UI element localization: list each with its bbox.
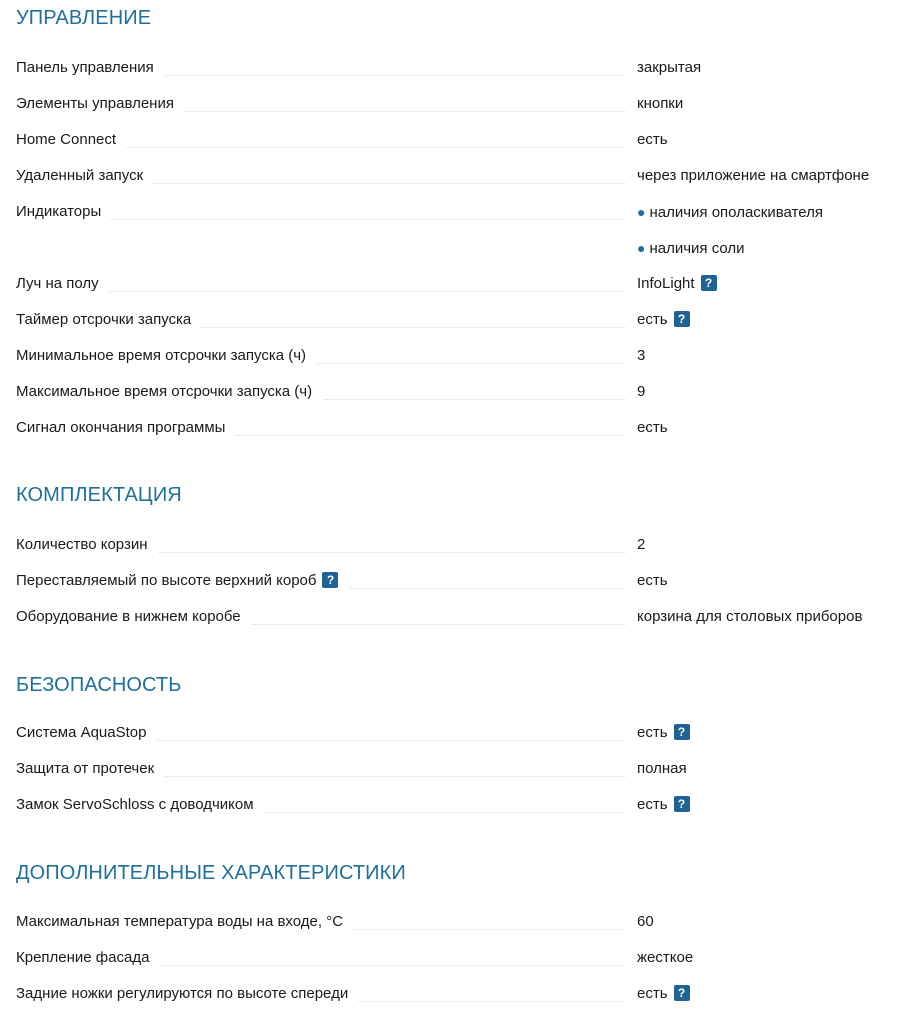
spec-value: 3 — [637, 347, 646, 364]
spec-row-max-water-temp — [16, 904, 888, 940]
spec-label: Таймер отсрочки запуска — [16, 311, 201, 329]
spec-label: Максимальное время отсрочки запуска (ч) — [16, 383, 322, 401]
spec-value: InfoLight — [637, 275, 695, 292]
spec-value: 2 — [637, 536, 646, 553]
help-icon[interactable]: ? — [674, 311, 690, 327]
spec-row-home-connect — [16, 122, 888, 158]
help-icon[interactable]: ? — [322, 572, 338, 588]
spec-list-extra — [16, 904, 888, 1012]
help-icon[interactable]: ? — [674, 796, 690, 812]
spec-row-indicators — [16, 194, 888, 230]
spec-value: кнопки — [637, 95, 684, 112]
spec-value: есть — [637, 311, 668, 328]
spec-row-indicators-cont — [16, 230, 888, 266]
spec-label: Задние ножки регулируются по высоте спереди — [16, 985, 358, 1003]
spec-value: есть — [637, 796, 668, 813]
spec-value: есть — [637, 572, 668, 589]
section-safety — [16, 673, 888, 813]
spec-row-basket-count — [16, 527, 888, 563]
spec-label: Сигнал окончания программы — [16, 419, 235, 437]
spec-label: Оборудование в нижнем коробе — [16, 608, 251, 626]
spec-label: Замок ServoSchloss с доводчиком — [16, 796, 264, 814]
help-icon[interactable]: ? — [674, 985, 690, 1001]
spec-label: Панель управления — [16, 59, 164, 77]
spec-value: наличия соли — [649, 240, 745, 257]
spec-label: Переставляемый по высоте верхний короб — [16, 572, 317, 589]
spec-value: есть — [637, 985, 668, 1002]
spec-row-remote-start — [16, 158, 888, 194]
spec-value: есть — [637, 419, 668, 436]
spec-list-equipment — [16, 527, 888, 635]
spec-list-safety — [16, 715, 888, 823]
section-title-extra: ДОПОЛНИТЕЛЬНЫЕ ХАРАКТЕРИСТИКИ — [16, 862, 406, 884]
spec-label: Удаленный запуск — [16, 167, 153, 185]
spec-value-list-item — [637, 203, 823, 222]
help-icon[interactable]: ? — [701, 275, 717, 291]
spec-row-servoschloss — [16, 787, 888, 823]
spec-row-rear-feet — [16, 976, 888, 1012]
spec-row-end-signal — [16, 410, 888, 446]
spec-label: Максимальная температура воды на входе, °С — [16, 913, 353, 931]
spec-label: Минимальное время отсрочки запуска (ч) — [16, 347, 316, 365]
spec-label: Элементы управления — [16, 95, 184, 113]
spec-row-max-delay — [16, 374, 888, 410]
section-title-safety: БЕЗОПАСНОСТЬ — [16, 674, 182, 696]
spec-value: есть — [637, 131, 668, 148]
spec-label: Защита от протечек — [16, 760, 164, 778]
spec-value: есть — [637, 724, 668, 741]
spec-row-adjustable-basket — [16, 563, 888, 599]
spec-label: Home Connect — [16, 131, 126, 149]
spec-value: через приложение на смартфоне — [637, 167, 870, 184]
section-title-control: УПРАВЛЕНИЕ — [16, 7, 152, 29]
section-control — [16, 6, 888, 436]
spec-label: Система AquaStop — [16, 724, 156, 742]
section-equipment — [16, 483, 888, 625]
bullet-icon: ● — [637, 204, 646, 220]
spec-row-leak-protection — [16, 751, 888, 787]
spec-value-list-item — [637, 239, 745, 258]
spec-label: Луч на полу — [16, 275, 109, 293]
spec-value: 60 — [637, 913, 654, 930]
spec-value: жесткое — [637, 949, 694, 966]
help-icon[interactable]: ? — [674, 724, 690, 740]
section-extra — [16, 861, 888, 1002]
bullet-icon: ● — [637, 240, 646, 256]
spec-row-control-panel — [16, 50, 888, 86]
spec-row-min-delay — [16, 338, 888, 374]
spec-row-aquastop — [16, 715, 888, 751]
spec-list-control — [16, 50, 888, 446]
spec-value: наличия ополаскивателя — [649, 204, 823, 221]
section-title-equipment: КОМПЛЕКТАЦИЯ — [16, 484, 182, 506]
spec-value: закрытая — [637, 59, 702, 76]
spec-row-facade-mount — [16, 940, 888, 976]
spec-row-controls — [16, 86, 888, 122]
spec-value: 9 — [637, 383, 646, 400]
spec-label: Крепление фасада — [16, 949, 159, 967]
spec-label: Количество корзин — [16, 536, 158, 554]
spec-row-delay-timer — [16, 302, 888, 338]
spec-label: Индикаторы — [16, 203, 111, 221]
spec-row-lower-basket — [16, 599, 888, 635]
spec-row-floor-beam — [16, 266, 888, 302]
spec-value: полная — [637, 760, 687, 777]
spec-value: корзина для столовых приборов — [637, 608, 863, 625]
